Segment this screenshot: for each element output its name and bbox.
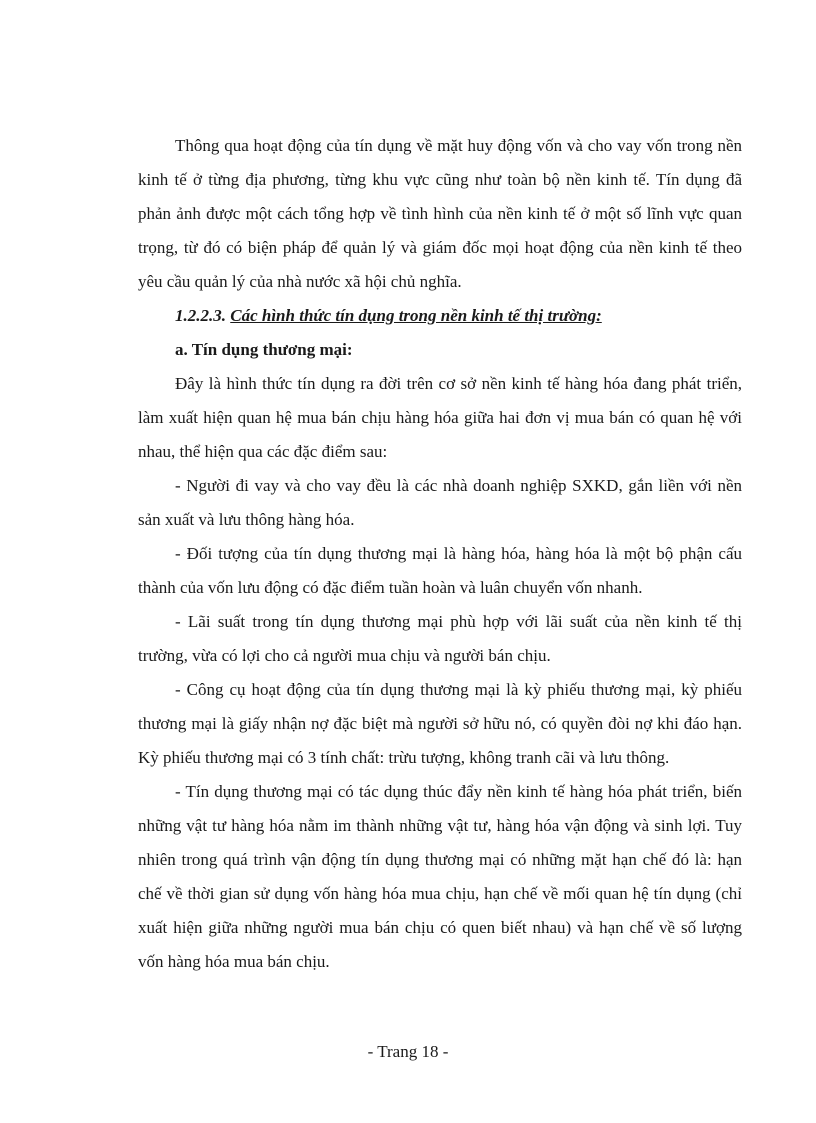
section-title: Các hình thức tín dụng trong nền kinh tế thị trường: (230, 306, 602, 325)
section-heading (138, 299, 742, 333)
list-item-borrowers: - Người đi vay và cho vay đều là các nhà doanh nghiệp SXKD, gắn liền với nền sản xuất và lưu thông hàng hóa. (138, 476, 742, 529)
paragraph-intro: Thông qua hoạt động của tín dụng về mặt huy động vốn và cho vay vốn trong nền kinh tế ở từng địa phương, từng khu vực cũng như toàn bộ nền kinh tế. Tín dụng đã phản ảnh được một cách tổng hợp về tình hình của nền kinh tế ở một số lĩnh vực quan trọng, từ đó có biện pháp để quản lý và giám đốc mọi hoạt động của nền kinh tế theo yêu cầu quản lý của nhà nước xã hội chủ nghĩa. (138, 136, 742, 291)
document-page (138, 129, 742, 979)
section-number: 1.2.2.3. (175, 306, 231, 325)
subheading-trade-credit: a. Tín dụng thương mại: (175, 340, 353, 359)
list-item-instrument: - Công cụ hoạt động của tín dụng thương mại là kỳ phiếu thương mại, kỳ phiếu thương mại là giấy nhận nợ đặc biệt mà người sở hữu nó, có quyền đòi nợ khi đáo hạn. Kỳ phiếu thương mại có 3 tính chất: trừu tượng, không tranh cãi và lưu thông. (138, 680, 742, 767)
list-item-effects: - Tín dụng thương mại có tác dụng thúc đẩy nền kinh tế hàng hóa phát triển, biến những vật tư hàng hóa nằm im thành những vật tư, hàng hóa vận động và sinh lợi. Tuy nhiên trong quá trình vận động tín dụng thương mại có những mặt hạn chế đó là: hạn chế về thời gian sử dụng vốn hàng hóa mua chịu, hạn chế về mối quan hệ tín dụng (chỉ xuất hiện giữa những người mua bán chịu có quen biết nhau) và hạn chế về số lượng vốn hàng hóa mua bán chịu. (138, 782, 742, 971)
page-number: - Trang 18 - (367, 1042, 449, 1061)
list-item-interest: - Lãi suất trong tín dụng thương mại phù hợp với lãi suất của nền kinh tế thị trường, vừa có lợi cho cả người mua chịu và người bán chịu. (138, 612, 742, 665)
list-item-object: - Đối tượng của tín dụng thương mại là hàng hóa, hàng hóa là một bộ phận cấu thành của vốn lưu động có đặc điểm tuần hoàn và luân chuyển vốn nhanh. (138, 544, 742, 597)
paragraph-definition: Đây là hình thức tín dụng ra đời trên cơ sở nền kinh tế hàng hóa đang phát triển, làm xuất hiện quan hệ mua bán chịu hàng hóa giữa hai đơn vị mua bán có quan hệ với nhau, thể hiện qua các đặc điểm sau: (138, 374, 742, 461)
